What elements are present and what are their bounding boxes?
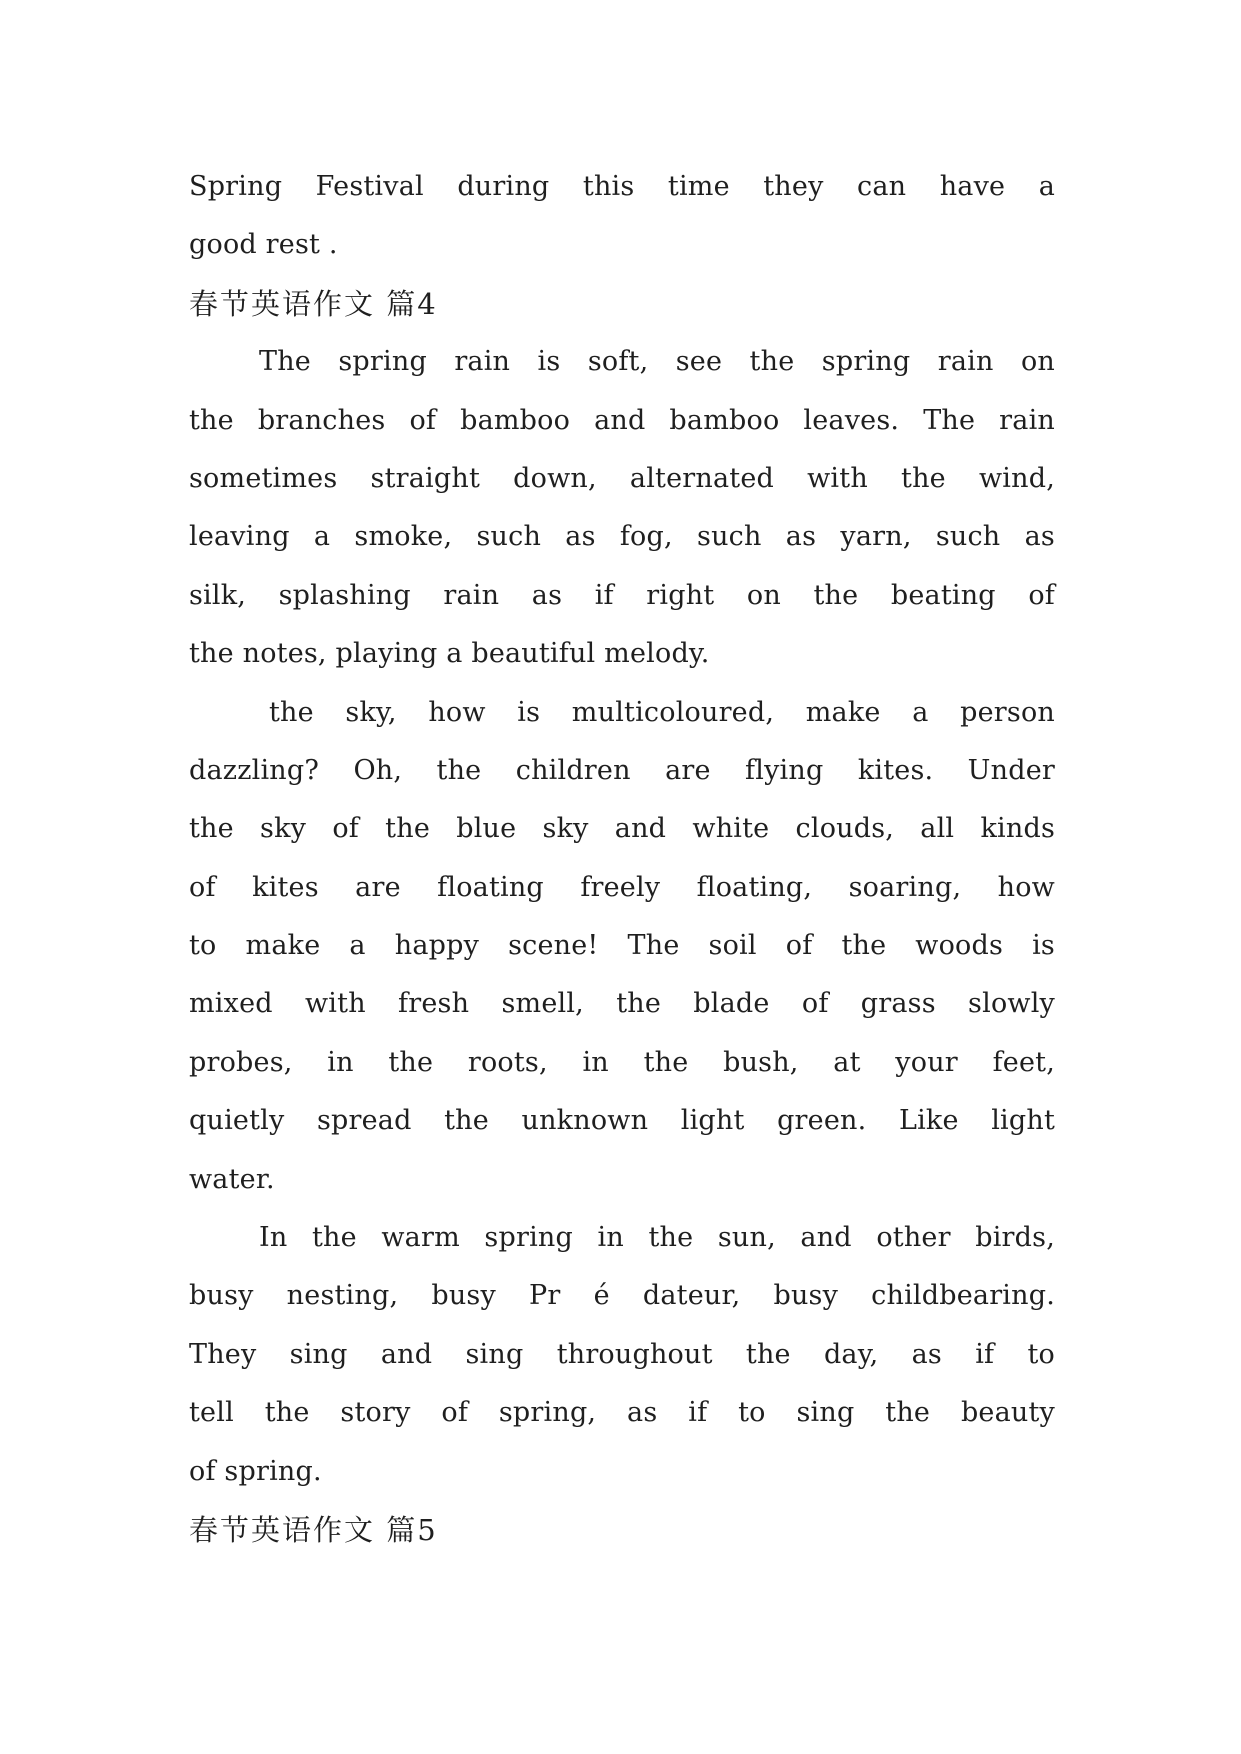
paragraph-1-line: leaving a smoke, such as fog, such as yarn, such as xyxy=(189,521,1055,553)
paragraph-1-line: silk, splashing rain as if right on the beating of xyxy=(189,579,1055,611)
essay-text xyxy=(189,158,1055,1559)
paragraph-2-line: quietly spread the unknown light green. Like light xyxy=(189,1105,1055,1137)
paragraph-2-line: to make a happy scene! The soil of the woods is xyxy=(189,930,1055,962)
paragraph-1-line: sometimes straight down, alternated with the wind, xyxy=(189,462,1055,494)
intro-line: Spring Festival during this time they can have a xyxy=(189,171,1055,202)
paragraph-2-line: of kites are floating freely floating, soaring, how xyxy=(189,871,1055,903)
paragraph-3-line: tell the story of spring, as if to sing the beauty xyxy=(189,1397,1055,1429)
paragraph-2-line: the sky of the blue sky and white clouds, all kinds xyxy=(189,813,1055,845)
paragraph-2-line: mixed with fresh smell, the blade of grass slowly xyxy=(189,988,1055,1020)
section-heading-5: 春节英语作文 篇5 xyxy=(189,1512,438,1547)
paragraph-3-line: busy nesting, busy Pr é dateur, busy childbearing. xyxy=(189,1280,1055,1312)
paragraph-1-line: the branches of bamboo and bamboo leaves. The rain xyxy=(189,404,1055,436)
paragraph-3-line: In the warm spring in the sun, and other birds, xyxy=(259,1222,1055,1254)
intro-line: good rest . xyxy=(189,229,338,261)
section-heading-4: 春节英语作文 篇4 xyxy=(189,286,438,321)
paragraph-1-line: the notes, playing a beautiful melody. xyxy=(189,638,710,670)
paragraph-1-line: The spring rain is soft, see the spring rain on xyxy=(259,346,1055,378)
paragraph-2-line: the sky, how is multicoloured, make a person xyxy=(269,696,1055,728)
paragraph-3-line: They sing and sing throughout the day, as if to xyxy=(189,1338,1055,1370)
paragraph-2-line: dazzling? Oh, the children are flying kites. Under xyxy=(189,754,1055,786)
paragraph-2-line: probes, in the roots, in the bush, at your feet, xyxy=(189,1046,1055,1078)
paragraph-3-line: of spring. xyxy=(189,1455,322,1487)
paragraph-2-line: water. xyxy=(189,1163,275,1195)
